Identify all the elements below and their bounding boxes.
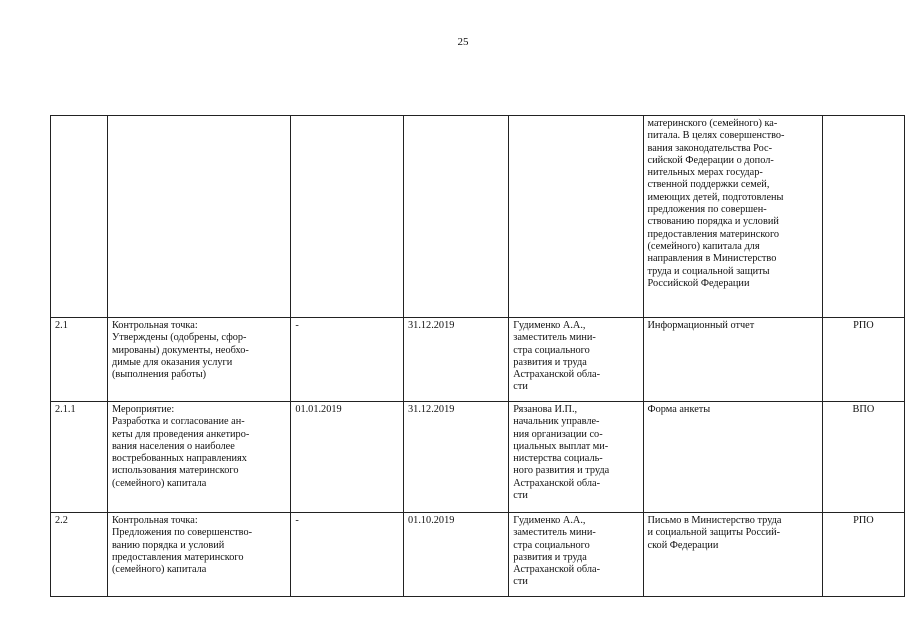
text-line: Гудименко А.А., [513,515,586,526]
plan-table [50,115,905,597]
text-line: сти [513,490,528,502]
text-line: ской Федерации [647,539,719,551]
text-line: труда и социальной защиты [647,265,770,277]
text-line: направления в Министерство [647,253,777,265]
text-line: Форма анкеты [647,404,711,415]
cell-end: 01.10.2019 [404,513,509,597]
text-line: сти [513,381,528,393]
text-line: Астраханской обла- [513,477,601,489]
text-line: нительных мерах государ- [647,167,763,179]
page-number: 25 [457,36,469,48]
cell-name [107,318,290,402]
text-line: предложения по совершен- [647,204,767,216]
cell-start: - [291,318,404,402]
cell-start: - [291,513,404,597]
text-line: использования материнского [111,465,239,477]
cell-responsible [509,116,643,318]
text-line: стра социального [513,539,590,551]
text-line: ствованию порядка и условий [647,216,779,228]
text-line: Информационный отчет [647,320,755,331]
text-line: Контрольная точка: [111,320,198,331]
cell-result [643,513,822,597]
text-line: питала. В целях совершенство- [647,130,785,142]
text-line: Утверждены (одобрены, сфор- [111,332,247,344]
text-line: Гудименко А.А., [513,320,586,331]
cell-kind: РПО [822,318,904,402]
text-line: димые для оказания услуги [111,356,233,368]
text-line: Рязанова И.П., [513,404,578,415]
text-line: кеты для проведения анкетиро- [111,428,250,440]
text-line: (семейного) капитала для [647,240,760,252]
text-line: востребованных направлениях [111,453,247,465]
text-line: (семейного) капитала [111,564,207,576]
text-line: развития и труда [513,551,587,563]
text-line: сийской Федерации о допол- [647,154,774,166]
cell-kind: РПО [822,513,904,597]
cell-name [107,513,290,597]
text-line: Мероприятие: [111,404,175,415]
cell-num: 2.1 [51,318,108,402]
cell-kind [822,116,904,318]
text-line: нистерства социаль- [513,453,603,465]
text-line: вания населения о наиболее [111,440,235,452]
cell-kind: ВПО [822,402,904,513]
cell-responsible [509,318,643,402]
text-line: Контрольная точка: [111,515,198,526]
cell-responsible [509,402,643,513]
cell-start: 01.01.2019 [291,402,404,513]
cell-name [107,402,290,513]
text-line: мированы) документы, необхо- [111,344,249,356]
text-line: ния организации со- [513,428,603,440]
text-line: предоставления материнского [647,228,780,240]
table-row-2-2 [51,513,905,597]
text-line: ванию порядка и условий [111,539,225,551]
cell-num: 2.2 [51,513,108,597]
table-row-2-1 [51,318,905,402]
cell-num [51,116,108,318]
table-row-2-1-1 [51,402,905,513]
text-line: Астраханской обла- [513,369,601,381]
text-line: материнского (семейного) ка- [647,118,778,129]
text-line: Письмо в Министерство труда [647,515,782,526]
cell-result [643,116,822,318]
text-line: заместитель мини- [513,527,596,539]
text-line: развития и труда [513,356,587,368]
text-line: циальных выплат ми- [513,440,609,452]
text-line: вания законодательства Рос- [647,142,773,154]
cell-responsible [509,513,643,597]
text-line: начальник управле- [513,416,600,428]
text-line: сти [513,576,528,588]
table-row-continuation [51,116,905,318]
cell-end: 31.12.2019 [404,402,509,513]
text-line: имеющих детей, подготовлены [647,191,784,203]
cell-end: 31.12.2019 [404,318,509,402]
cell-result [643,318,822,402]
cell-result [643,402,822,513]
text-line: ного развития и труда [513,465,610,477]
text-line: ственной поддержки семей, [647,179,770,191]
text-line: Астраханской обла- [513,564,601,576]
cell-name [107,116,290,318]
text-line: стра социального [513,344,590,356]
text-line: Российской Федерации [647,277,750,289]
cell-start [291,116,404,318]
cell-end [404,116,509,318]
text-line: предоставления материнского [111,551,244,563]
text-line: Предложения по совершенство- [111,527,253,539]
text-line: Разработка и согласование ан- [111,416,245,428]
text-line: заместитель мини- [513,332,596,344]
text-line: (семейного) капитала [111,477,207,489]
cell-num: 2.1.1 [51,402,108,513]
text-line: (выполнения работы) [111,369,207,381]
text-line: и социальной защиты Россий- [647,527,781,539]
